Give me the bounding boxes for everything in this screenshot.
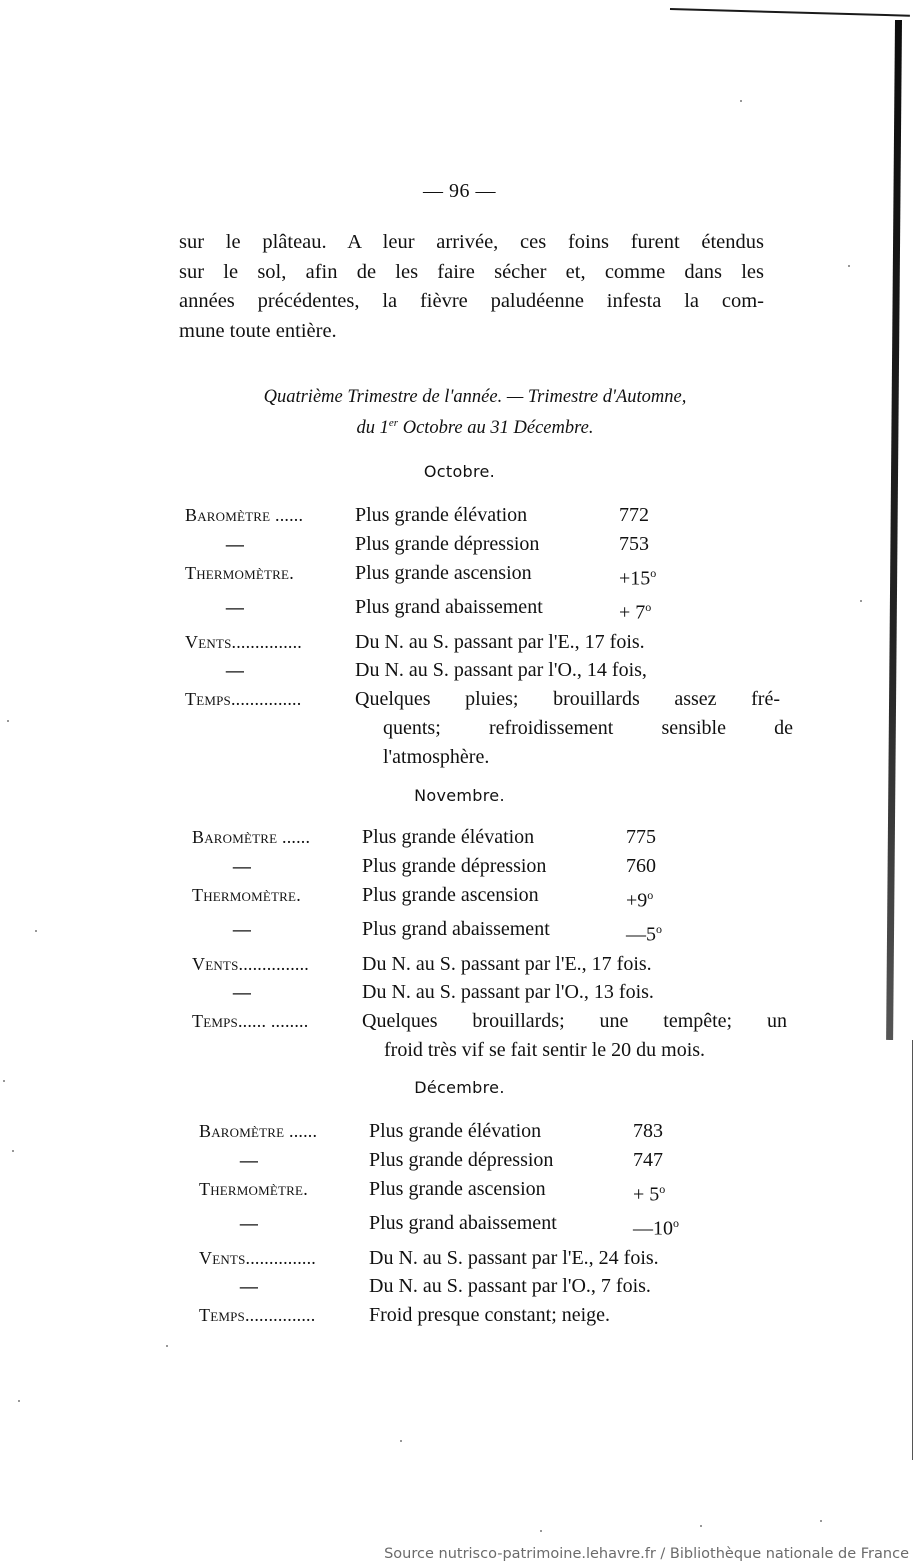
- observation-label: Vents...............: [199, 1247, 316, 1268]
- source-attribution: Source nutrisco-patrimoine.lehavre.fr / Bibliothèque nationale de France: [384, 1546, 909, 1562]
- body-paragraph: [179, 228, 764, 346]
- observation-number: + 5: [633, 1183, 660, 1206]
- observation-continuation: [185, 743, 793, 772]
- observation-description: Quelques brouillards; une tempête; un: [362, 1010, 787, 1033]
- continuation-text: quents; refroidissement sensible de: [383, 716, 793, 739]
- observation-row: [185, 628, 793, 657]
- observation-number: +15: [619, 567, 651, 590]
- observation-number: —5: [626, 923, 656, 946]
- observation-row: [192, 852, 787, 881]
- month-title-octobre: Octobre.: [423, 462, 496, 481]
- observation-row: [199, 1209, 679, 1243]
- observations-novembre: [192, 823, 787, 1065]
- observation-description: Plus grande élévation: [362, 826, 535, 848]
- observation-number: 753: [619, 532, 649, 555]
- observation-label: Temps...... ........: [192, 1011, 309, 1032]
- observation-row: [185, 685, 793, 714]
- observation-label: Thermomètre.: [199, 1178, 308, 1199]
- observation-label: Temps...............: [199, 1305, 316, 1326]
- ditto-dash: —: [225, 597, 245, 618]
- observation-label: Vents...............: [192, 953, 309, 974]
- continuation-text: l'atmosphère.: [383, 745, 490, 768]
- observation-label: Baromètre ......: [192, 827, 311, 847]
- observation-value: [619, 559, 656, 593]
- ditto-dash: —: [225, 533, 245, 554]
- ditto-dash: —: [239, 1149, 259, 1170]
- paragraph-line: mune toute entière.: [179, 319, 337, 342]
- observation-row: [192, 1007, 787, 1036]
- observation-description: Plus grande ascension: [355, 561, 532, 584]
- observation-description: Plus grand abaissement: [355, 596, 543, 619]
- observation-value: [626, 852, 656, 881]
- observation-row: [185, 593, 793, 627]
- observation-row: [199, 1175, 679, 1209]
- scan-page-edge-right-lower: [912, 1040, 913, 1460]
- observation-value: [619, 593, 651, 627]
- ditto-dash: —: [239, 1213, 259, 1234]
- continuation-text: froid très vif se fait sentir le 20 du mois.: [384, 1038, 706, 1061]
- observation-row: [192, 978, 787, 1007]
- observation-value: [619, 501, 649, 530]
- observation-value: [626, 915, 662, 949]
- degree-mark: o: [656, 922, 662, 937]
- observation-row: [192, 950, 787, 979]
- observation-value: [633, 1146, 663, 1175]
- heading-text: du 1: [356, 418, 389, 439]
- degree-mark: o: [645, 600, 652, 615]
- observation-label: Baromètre ......: [185, 505, 304, 525]
- observation-number: 775: [626, 826, 656, 848]
- degree-mark: o: [673, 1216, 679, 1231]
- scan-speck: [740, 100, 742, 102]
- observation-description: Quelques pluies; brouillards assez fré-: [355, 688, 780, 711]
- ditto-dash: —: [232, 919, 252, 940]
- scan-page-edge-top: [670, 8, 910, 17]
- observation-label: Thermomètre.: [192, 884, 301, 905]
- observation-description: Plus grand abaissement: [369, 1212, 557, 1235]
- observation-description: Plus grande élévation: [369, 1120, 542, 1142]
- observation-label: Thermomètre.: [185, 562, 294, 583]
- observations-octobre: [185, 501, 793, 771]
- observation-row: [199, 1117, 679, 1146]
- observation-row: [199, 1244, 679, 1273]
- observation-value: [633, 1175, 665, 1209]
- degree-mark: o: [650, 565, 657, 580]
- observation-row: [192, 823, 787, 852]
- section-heading-line-1: Quatrième Trimestre de l'année. — Trimestre d'Automne,: [263, 387, 687, 407]
- observation-number: +9: [626, 889, 648, 912]
- observation-row: [185, 530, 793, 559]
- paragraph-line: sur le plâteau. A leur arrivée, ces foins furent étendus: [179, 231, 764, 253]
- observation-description: Plus grande dépression: [362, 854, 547, 877]
- observation-value: [619, 530, 649, 559]
- scan-speck: [18, 1400, 20, 1402]
- degree-mark: o: [647, 887, 654, 902]
- observation-continuation: [192, 1036, 787, 1065]
- observation-row: [185, 559, 793, 593]
- scan-page-edge-right: [886, 20, 902, 1040]
- observation-row: [192, 881, 787, 915]
- ditto-dash: —: [239, 1276, 259, 1297]
- section-heading-line-2: [175, 410, 775, 441]
- observation-number: 783: [633, 1120, 663, 1142]
- scan-speck: [3, 1080, 5, 1082]
- scan-speck: [7, 720, 9, 722]
- observation-description: Plus grande élévation: [355, 504, 528, 526]
- observation-description: Plus grande ascension: [369, 1177, 546, 1200]
- observation-description: Du N. au S. passant par l'E., 24 fois.: [369, 1246, 659, 1269]
- observation-description: Plus grande dépression: [355, 532, 540, 555]
- observation-description: Du N. au S. passant par l'O., 14 fois,: [355, 659, 647, 682]
- paragraph-line: sur le sol, afin de les faire sécher et, comme dans les: [179, 260, 764, 283]
- observation-value: [626, 881, 653, 915]
- observation-description: Plus grande dépression: [369, 1148, 554, 1171]
- observation-value: [626, 823, 656, 852]
- scan-speck: [848, 265, 850, 267]
- observation-description: Plus grand abaissement: [362, 918, 550, 941]
- section-heading: [175, 384, 775, 441]
- observation-number: + 7: [619, 601, 646, 624]
- degree-mark: o: [659, 1181, 666, 1196]
- scan-speck: [35, 930, 37, 932]
- observation-number: —10: [633, 1217, 673, 1240]
- observation-number: 772: [619, 504, 649, 526]
- observation-value: [633, 1117, 663, 1146]
- heading-text: Octobre au 31 Décembre.: [398, 418, 594, 439]
- paragraph-line: années précédentes, la fièvre paludéenne infesta la com-: [179, 290, 764, 312]
- observation-row: [185, 501, 793, 530]
- month-title-novembre: Novembre.: [414, 786, 505, 805]
- observation-description: Froid presque constant; neige.: [369, 1304, 611, 1327]
- observation-value: [633, 1209, 679, 1243]
- observation-row: [192, 915, 787, 949]
- observation-description: Du N. au S. passant par l'O., 13 fois.: [362, 981, 654, 1004]
- observation-number: 747: [633, 1148, 663, 1171]
- scan-speck: [860, 600, 862, 602]
- ditto-dash: —: [225, 660, 245, 681]
- observation-label: Temps...............: [185, 689, 302, 710]
- observation-row: [199, 1301, 679, 1330]
- observation-description: Du N. au S. passant par l'O., 7 fois.: [369, 1275, 651, 1298]
- page-number: — 96 —: [423, 180, 496, 202]
- observation-row: [185, 656, 793, 685]
- observation-description: Du N. au S. passant par l'E., 17 fois.: [355, 630, 645, 653]
- scan-speck: [820, 1520, 822, 1522]
- observations-decembre: [199, 1117, 679, 1330]
- observation-label: Vents...............: [185, 631, 302, 652]
- observation-number: 760: [626, 854, 656, 877]
- observation-description: Du N. au S. passant par l'E., 17 fois.: [362, 952, 652, 975]
- scan-speck: [700, 1525, 702, 1527]
- scan-speck: [400, 1440, 402, 1442]
- ditto-dash: —: [232, 855, 252, 876]
- observation-description: Plus grande ascension: [362, 883, 539, 906]
- month-title-decembre: Décembre.: [414, 1078, 505, 1097]
- scan-speck: [166, 1345, 168, 1347]
- scan-speck: [540, 1530, 542, 1532]
- scan-speck: [12, 1150, 14, 1152]
- ditto-dash: —: [232, 982, 252, 1003]
- heading-superscript: er: [388, 417, 399, 429]
- observation-continuation: [185, 714, 793, 743]
- observation-row: [199, 1146, 679, 1175]
- observation-label: Baromètre ......: [199, 1121, 318, 1141]
- observation-row: [199, 1272, 679, 1301]
